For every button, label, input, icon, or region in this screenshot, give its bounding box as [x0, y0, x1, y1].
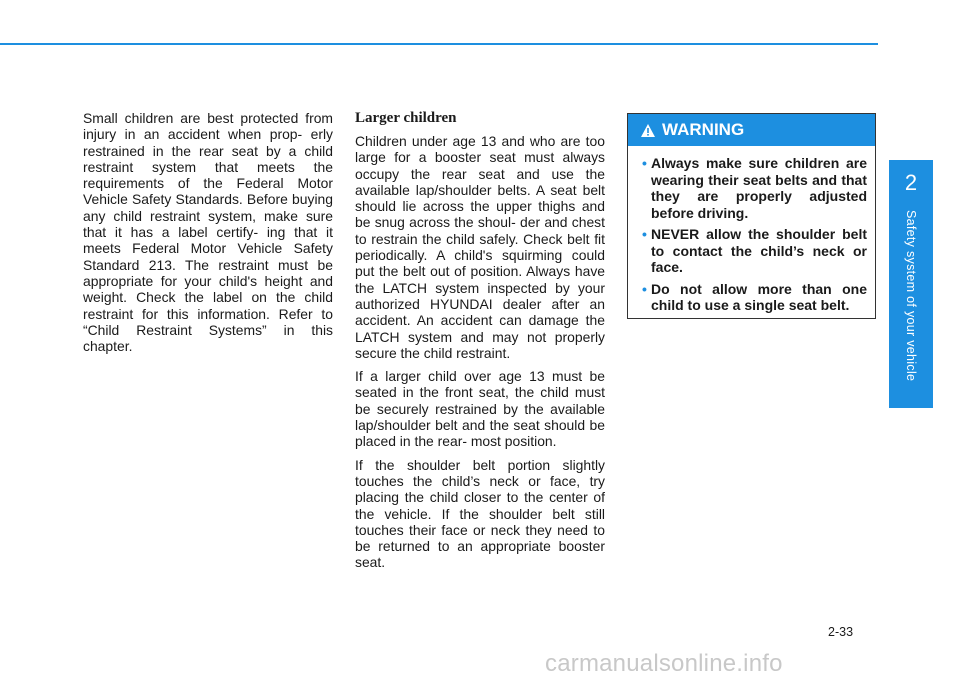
warning-box [627, 113, 876, 319]
intro-paragraph: Small children are best protected from injury in an accident when prop- erly restrained in the rear seat by a child restraint system that meets the requirements of the Federal Motor Vehicle Safety Standards. Before buying any child restraint system, make sure that it has a label certify- ing that it meets Federal Motor Vehicle Safety Standard 213. The restraint must be appropriate for your child's height and weight. Check the label on the child restraint for this information. Refer to “Child Restraint Systems” in this chapter. [83, 110, 333, 355]
chapter-tab [889, 160, 933, 408]
chapter-number: 2 [904, 170, 918, 195]
paragraph-1: Children under age 13 and who are too large for a booster seat must always occupy the rear seat and use the available lap/shoulder belts. A seat belt should lie across the upper thighs and be snug across the shoul- der and chest to restrain the child safely. Check belt fit periodically. A child's squirming could put the belt out of position. Always have the LATCH system inspected by your authorized HYUNDAI dealer after an accident. An accident can damage the LATCH system and may not properly secure the child restraint. [355, 133, 605, 361]
bullet-icon: • [642, 155, 647, 171]
warning-item [642, 281, 867, 314]
warning-title: WARNING [662, 120, 745, 139]
watermark: carmanualsonline.info [545, 650, 783, 677]
page-number: 2-33 [828, 625, 854, 639]
bullet-icon: • [642, 280, 647, 297]
section-heading: Larger children [355, 110, 457, 126]
warning-item-text: Always make sure children are wearing their seat belts and that they are properly adjusted before driving. [651, 155, 867, 221]
warning-triangle-icon [640, 123, 656, 138]
warning-item-text: NEVER allow the shoulder belt to contact the child’s neck or face. [651, 226, 867, 275]
warning-header [628, 114, 875, 146]
paragraph-3: If the shoulder belt portion slightly touches the child’s neck or face, try placing the child closer to the center of the vehicle. If the shoulder belt still touches their face or neck they need to be returned to an appropriate booster seat. [355, 456, 605, 571]
header-rule [0, 43, 878, 45]
warning-item [642, 226, 867, 276]
warning-item-text: Do not allow more than one child to use a single seat belt. [651, 280, 867, 313]
intro-column [83, 110, 333, 354]
warning-item [642, 155, 867, 221]
larger-children-column [355, 110, 605, 578]
chapter-title: Safety system of your vehicle [904, 210, 918, 382]
paragraph-2: If a larger child over age 13 must be seated in the front seat, the child must be securely restrained by the available lap/shoulder belt and the seat should be placed in the rear- most position. [355, 368, 605, 450]
bullet-icon: • [642, 226, 647, 242]
warning-list [628, 146, 875, 314]
